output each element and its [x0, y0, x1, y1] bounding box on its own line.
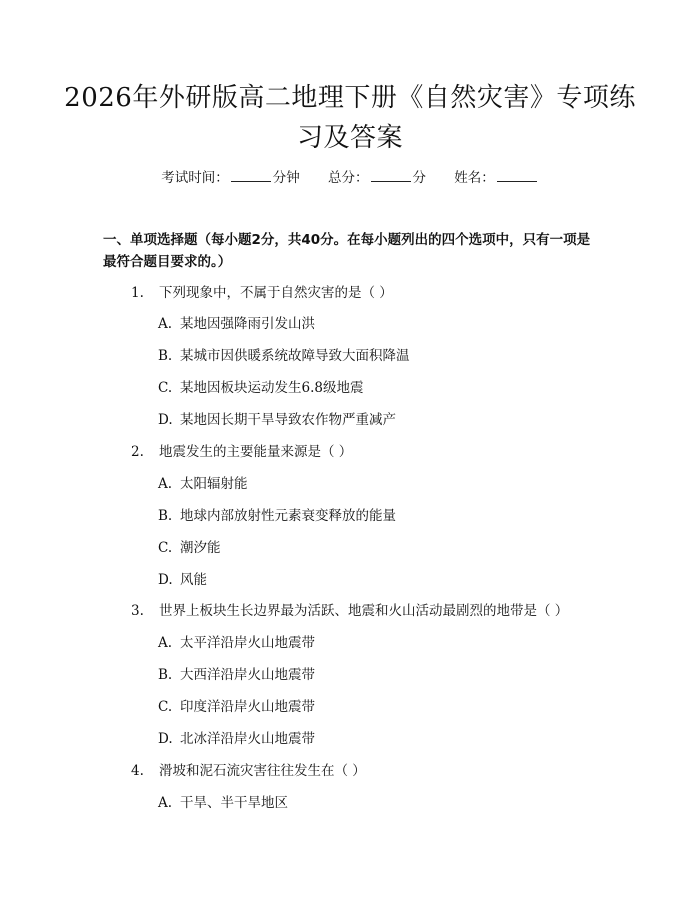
question-number: 2. [131, 444, 144, 460]
option-text: 某城市因供暖系统故障导致大面积降温 [180, 348, 410, 364]
option-letter: B. [158, 348, 173, 364]
question-stem [131, 761, 366, 781]
option-letter: B. [158, 508, 173, 524]
option-item [158, 570, 207, 590]
time-label: 考试时间： [161, 170, 229, 186]
time-blank [231, 169, 271, 182]
option-text: 太平洋沿岸火山地震带 [180, 635, 315, 651]
option-text: 某地因板块运动发生6.8级地震 [180, 380, 364, 396]
question-text: 世界上板块生长边界最为活跃、地震和火山活动最剧烈的地带是（ ） [159, 603, 569, 619]
option-item [158, 506, 396, 526]
option-text: 某地因长期干旱导致农作物严重减产 [180, 412, 396, 428]
option-item [158, 314, 315, 334]
option-letter: A. [158, 316, 173, 332]
exam-time [161, 168, 300, 188]
name-label: 姓名： [454, 170, 495, 186]
option-letter: D. [158, 572, 173, 588]
option-text: 地球内部放射性元素衰变释放的能量 [180, 508, 396, 524]
option-text: 某地因强降雨引发山洪 [180, 316, 315, 332]
option-item [158, 633, 315, 653]
question-number: 1. [131, 285, 144, 301]
option-letter: B. [158, 667, 173, 683]
question-text: 滑坡和泥石流灾害往往发生在（ ） [159, 763, 366, 779]
exam-name [454, 168, 539, 188]
option-item [158, 410, 396, 430]
exam-info [0, 168, 700, 188]
option-item [158, 538, 221, 558]
option-item [158, 729, 315, 749]
option-text: 北冰洋沿岸火山地震带 [180, 731, 315, 747]
option-text: 太阳辐射能 [180, 476, 248, 492]
name-blank [497, 169, 537, 182]
option-item [158, 346, 410, 366]
option-letter: A. [158, 635, 173, 651]
question-stem [131, 442, 352, 462]
option-letter: D. [158, 412, 173, 428]
score-label: 总分： [328, 170, 369, 186]
question-stem [131, 283, 393, 303]
time-unit: 分钟 [272, 170, 300, 186]
option-text: 干旱、半干旱地区 [180, 795, 288, 811]
option-text: 风能 [180, 572, 207, 588]
question-number: 4. [131, 763, 144, 779]
option-letter: C. [158, 380, 173, 396]
option-letter: C. [158, 699, 173, 715]
option-text: 印度洋沿岸火山地震带 [180, 699, 315, 715]
option-item [158, 378, 363, 398]
question-text: 下列现象中，不属于自然灾害的是（ ） [159, 285, 393, 301]
option-item [158, 793, 288, 813]
option-text: 潮汐能 [180, 540, 221, 556]
option-letter: A. [158, 476, 173, 492]
question-text: 地震发生的主要能量来源是（ ） [159, 444, 353, 460]
question-stem [131, 601, 568, 621]
option-item [158, 665, 315, 685]
option-letter: C. [158, 540, 173, 556]
option-text: 大西洋沿岸火山地震带 [180, 667, 315, 683]
score-unit: 分 [412, 170, 426, 186]
option-item [158, 474, 248, 494]
question-number: 3. [131, 603, 144, 619]
option-item [158, 697, 315, 717]
page-title: 2026年外研版高二地理下册《自然灾害》专项练习及答案 [64, 83, 636, 153]
score-blank [371, 169, 411, 182]
option-letter: A. [158, 795, 173, 811]
section-header: 一、单项选择题（每小题2分，共40分。在每小题列出的四个选项中，只有一项是最符合题目要求的。） [103, 232, 591, 270]
option-letter: D. [158, 731, 173, 747]
exam-score [328, 168, 426, 188]
